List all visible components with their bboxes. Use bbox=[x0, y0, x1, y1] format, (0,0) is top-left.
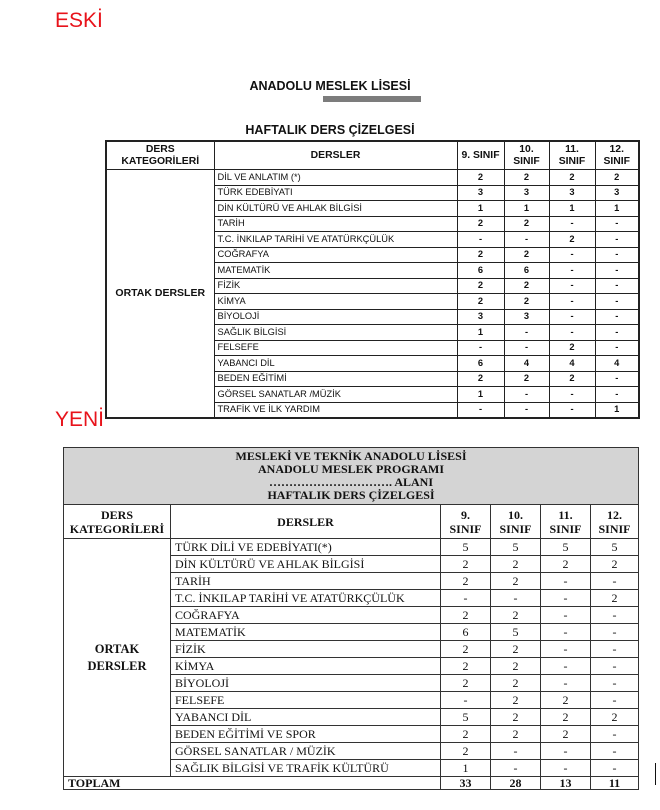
hours-cell-g11: - bbox=[541, 658, 591, 675]
hours-cell-g12: 4 bbox=[595, 356, 639, 372]
hours-cell-g9: 5 bbox=[441, 709, 491, 726]
old-header-g11: 11. SINIF bbox=[549, 141, 595, 170]
hours-cell-g9: - bbox=[457, 340, 504, 356]
hours-cell-g11: - bbox=[549, 325, 595, 341]
hours-cell-g11: - bbox=[549, 278, 595, 294]
hours-cell-g10: - bbox=[504, 402, 549, 418]
hours-cell-g9: 2 bbox=[441, 743, 491, 760]
course-cell: COĞRAFYA bbox=[171, 607, 441, 624]
hours-cell-g11: - bbox=[541, 641, 591, 658]
hours-cell-g9: - bbox=[457, 402, 504, 418]
total-cell-g9: 33 bbox=[441, 777, 491, 790]
hours-cell-g11: - bbox=[549, 402, 595, 418]
hours-cell-g12: - bbox=[591, 743, 639, 760]
hours-cell-g12: - bbox=[591, 573, 639, 590]
hours-cell-g11: - bbox=[549, 387, 595, 403]
hours-cell-g11: 2 bbox=[549, 371, 595, 387]
category-cell: ORTAK DERSLER bbox=[64, 539, 171, 777]
new-title-block bbox=[64, 448, 639, 505]
new-title-line-2: ANADOLU MESLEK PROGRAMI bbox=[258, 462, 445, 476]
hours-cell-g12: - bbox=[591, 760, 639, 777]
course-cell: T.C. İNKILAP TARİHİ VE ATATÜRKÇÜLÜK bbox=[214, 232, 457, 248]
hours-cell-g12: - bbox=[591, 624, 639, 641]
hours-cell-g10: 2 bbox=[491, 556, 541, 573]
old-header-g9: 9. SINIF bbox=[457, 141, 504, 170]
hours-cell-g12: - bbox=[591, 641, 639, 658]
hours-cell-g11: 2 bbox=[549, 232, 595, 248]
table-row bbox=[106, 170, 639, 186]
table-row bbox=[64, 539, 639, 556]
hours-cell-g12: 1 bbox=[595, 402, 639, 418]
course-cell: BEDEN EĞİTİMİ VE SPOR bbox=[171, 726, 441, 743]
hours-cell-g11: 3 bbox=[549, 185, 595, 201]
hours-cell-g11: - bbox=[541, 590, 591, 607]
old-header-row bbox=[106, 141, 639, 170]
new-label: YENİ bbox=[55, 408, 105, 431]
hours-cell-g11: 2 bbox=[541, 709, 591, 726]
hours-cell-g11: - bbox=[549, 247, 595, 263]
hours-cell-g9: 2 bbox=[457, 247, 504, 263]
hours-cell-g9: 2 bbox=[441, 658, 491, 675]
hours-cell-g9: 2 bbox=[457, 170, 504, 186]
hours-cell-g10: 2 bbox=[504, 294, 549, 310]
course-cell: MATEMATİK bbox=[171, 624, 441, 641]
total-label: TOPLAM bbox=[64, 777, 441, 790]
hours-cell-g9: 2 bbox=[441, 607, 491, 624]
new-header-g9: 9. SINIF bbox=[441, 505, 491, 539]
hours-cell-g12: - bbox=[595, 263, 639, 279]
course-cell: DİN KÜLTÜRÜ VE AHLAK BİLGİSİ bbox=[171, 556, 441, 573]
category-cell: ORTAK DERSLER bbox=[106, 170, 214, 419]
hours-cell-g9: 2 bbox=[457, 278, 504, 294]
hours-cell-g9: - bbox=[457, 232, 504, 248]
hours-cell-g10: 5 bbox=[491, 624, 541, 641]
course-cell: BEDEN EĞİTİMİ bbox=[214, 371, 457, 387]
course-cell: SAĞLIK BİLGİSİ VE TRAFİK KÜLTÜRÜ bbox=[171, 760, 441, 777]
hours-cell-g12: - bbox=[591, 675, 639, 692]
hours-cell-g9: 1 bbox=[457, 387, 504, 403]
old-header-category: DERS KATEGORİLERİ bbox=[106, 141, 214, 170]
total-row bbox=[64, 777, 639, 790]
hours-cell-g9: 2 bbox=[457, 371, 504, 387]
hours-cell-g10: 2 bbox=[504, 216, 549, 232]
hours-cell-g10: 2 bbox=[491, 692, 541, 709]
hours-cell-g9: 2 bbox=[457, 216, 504, 232]
hours-cell-g9: 6 bbox=[457, 263, 504, 279]
hours-cell-g10: - bbox=[491, 743, 541, 760]
hours-cell-g12: - bbox=[595, 371, 639, 387]
hours-cell-g10: 2 bbox=[504, 371, 549, 387]
hours-cell-g12: 2 bbox=[591, 556, 639, 573]
hours-cell-g9: - bbox=[441, 692, 491, 709]
new-header-row bbox=[64, 505, 639, 539]
hours-cell-g10: - bbox=[504, 325, 549, 341]
hours-cell-g12: - bbox=[595, 387, 639, 403]
hours-cell-g10: 5 bbox=[491, 539, 541, 556]
hours-cell-g9: 2 bbox=[441, 556, 491, 573]
hours-cell-g9: 2 bbox=[441, 675, 491, 692]
new-header-g11: 11. SINIF bbox=[541, 505, 591, 539]
hours-cell-g11: - bbox=[549, 216, 595, 232]
hours-cell-g11: - bbox=[541, 607, 591, 624]
course-cell: TÜRK DİLİ VE EDEBİYATI(*) bbox=[171, 539, 441, 556]
hours-cell-g9: 1 bbox=[457, 325, 504, 341]
course-cell: T.C. İNKILAP TARİHİ VE ATATÜRKÇÜLÜK bbox=[171, 590, 441, 607]
old-table-title: HAFTALIK DERS ÇİZELGESİ bbox=[245, 123, 415, 137]
hours-cell-g11: - bbox=[541, 743, 591, 760]
course-cell: YABANCI DİL bbox=[214, 356, 457, 372]
hours-cell-g11: - bbox=[541, 624, 591, 641]
course-cell: BİYOLOJİ bbox=[214, 309, 457, 325]
course-cell: YABANCI DİL bbox=[171, 709, 441, 726]
hours-cell-g12: 2 bbox=[591, 709, 639, 726]
hours-cell-g11: 2 bbox=[549, 340, 595, 356]
hours-cell-g12: - bbox=[591, 692, 639, 709]
hours-cell-g10: 2 bbox=[491, 573, 541, 590]
old-header-g10: 10. SINIF bbox=[504, 141, 549, 170]
hours-cell-g10: - bbox=[504, 340, 549, 356]
hours-cell-g10: 4 bbox=[504, 356, 549, 372]
hours-cell-g10: 2 bbox=[491, 641, 541, 658]
hours-cell-g10: 2 bbox=[491, 709, 541, 726]
new-title-line-1: MESLEKİ VE TEKNİK ANADOLU LİSESİ bbox=[235, 449, 467, 463]
hours-cell-g9: 2 bbox=[441, 573, 491, 590]
hours-cell-g11: - bbox=[549, 309, 595, 325]
hours-cell-g12: 2 bbox=[595, 170, 639, 186]
hours-cell-g12: 5 bbox=[591, 539, 639, 556]
hours-cell-g10: 2 bbox=[504, 170, 549, 186]
hours-cell-g9: - bbox=[441, 590, 491, 607]
hours-cell-g12: - bbox=[591, 658, 639, 675]
hours-cell-g10: 2 bbox=[491, 607, 541, 624]
hours-cell-g10: - bbox=[504, 232, 549, 248]
hours-cell-g9: 6 bbox=[441, 624, 491, 641]
course-cell: BİYOLOJİ bbox=[171, 675, 441, 692]
page-edge-line bbox=[655, 763, 656, 785]
course-cell: KİMYA bbox=[171, 658, 441, 675]
total-cell-g11: 13 bbox=[541, 777, 591, 790]
hours-cell-g10: 2 bbox=[504, 247, 549, 263]
hours-cell-g11: 5 bbox=[541, 539, 591, 556]
hours-cell-g10: 1 bbox=[504, 201, 549, 217]
course-cell: TÜRK EDEBİYATI bbox=[214, 185, 457, 201]
hours-cell-g10: - bbox=[504, 387, 549, 403]
hours-cell-g10: 6 bbox=[504, 263, 549, 279]
hours-cell-g12: - bbox=[595, 278, 639, 294]
hours-cell-g11: 2 bbox=[541, 726, 591, 743]
hours-cell-g11: 2 bbox=[549, 170, 595, 186]
old-schedule-table bbox=[105, 140, 640, 419]
old-obscured-subtitle bbox=[323, 96, 421, 102]
course-cell: MATEMATİK bbox=[214, 263, 457, 279]
hours-cell-g9: 3 bbox=[457, 309, 504, 325]
hours-cell-g9: 3 bbox=[457, 185, 504, 201]
course-cell: KİMYA bbox=[214, 294, 457, 310]
hours-cell-g10: 2 bbox=[491, 726, 541, 743]
hours-cell-g11: 2 bbox=[541, 692, 591, 709]
course-cell: FELSEFE bbox=[171, 692, 441, 709]
hours-cell-g12: 3 bbox=[595, 185, 639, 201]
old-school-title: ANADOLU MESLEK LİSESİ bbox=[249, 79, 411, 93]
hours-cell-g10: 2 bbox=[491, 658, 541, 675]
hours-cell-g11: - bbox=[541, 675, 591, 692]
hours-cell-g10: 2 bbox=[491, 675, 541, 692]
new-title-line-4: HAFTALIK DERS ÇİZELGESİ bbox=[267, 488, 435, 502]
hours-cell-g10: - bbox=[491, 590, 541, 607]
hours-cell-g9: 1 bbox=[457, 201, 504, 217]
hours-cell-g12: - bbox=[595, 325, 639, 341]
hours-cell-g12: - bbox=[595, 247, 639, 263]
hours-cell-g12: - bbox=[595, 216, 639, 232]
new-title-line-3: …………………………. ALANI bbox=[269, 475, 434, 489]
hours-cell-g12: - bbox=[591, 726, 639, 743]
old-label: ESKİ bbox=[55, 9, 103, 32]
new-header-courses: DERSLER bbox=[171, 505, 441, 539]
course-cell: FİZİK bbox=[214, 278, 457, 294]
hours-cell-g9: 1 bbox=[441, 760, 491, 777]
hours-cell-g10: 3 bbox=[504, 185, 549, 201]
hours-cell-g9: 6 bbox=[457, 356, 504, 372]
new-header-g12: 12. SINIF bbox=[591, 505, 639, 539]
old-header-g12: 12. SINIF bbox=[595, 141, 639, 170]
hours-cell-g12: - bbox=[595, 232, 639, 248]
course-cell: DİL VE ANLATIM (*) bbox=[214, 170, 457, 186]
hours-cell-g9: 2 bbox=[441, 726, 491, 743]
course-cell: TARİH bbox=[214, 216, 457, 232]
hours-cell-g12: - bbox=[591, 607, 639, 624]
course-cell: DİN KÜLTÜRÜ VE AHLAK BİLGİSİ bbox=[214, 201, 457, 217]
course-cell: COĞRAFYA bbox=[214, 247, 457, 263]
course-cell: FELSEFE bbox=[214, 340, 457, 356]
hours-cell-g10: 2 bbox=[504, 278, 549, 294]
hours-cell-g11: - bbox=[549, 263, 595, 279]
hours-cell-g11: - bbox=[541, 760, 591, 777]
course-cell: GÖRSEL SANATLAR /MÜZİK bbox=[214, 387, 457, 403]
course-cell: TARİH bbox=[171, 573, 441, 590]
total-cell-g12: 11 bbox=[591, 777, 639, 790]
hours-cell-g9: 5 bbox=[441, 539, 491, 556]
new-header-g10: 10. SINIF bbox=[491, 505, 541, 539]
hours-cell-g11: - bbox=[541, 573, 591, 590]
hours-cell-g12: - bbox=[595, 340, 639, 356]
course-cell: FİZİK bbox=[171, 641, 441, 658]
hours-cell-g9: 2 bbox=[441, 641, 491, 658]
course-cell: SAĞLIK BİLGİSİ bbox=[214, 325, 457, 341]
hours-cell-g12: - bbox=[595, 294, 639, 310]
new-header-category: DERS KATEGORİLERİ bbox=[64, 505, 171, 539]
old-header-courses: DERSLER bbox=[214, 141, 457, 170]
new-schedule-table bbox=[63, 447, 639, 790]
hours-cell-g11: - bbox=[549, 294, 595, 310]
course-cell: TRAFİK VE İLK YARDIM bbox=[214, 402, 457, 418]
hours-cell-g12: 1 bbox=[595, 201, 639, 217]
hours-cell-g12: - bbox=[595, 309, 639, 325]
hours-cell-g10: - bbox=[491, 760, 541, 777]
hours-cell-g11: 1 bbox=[549, 201, 595, 217]
total-cell-g10: 28 bbox=[491, 777, 541, 790]
hours-cell-g10: 3 bbox=[504, 309, 549, 325]
course-cell: GÖRSEL SANATLAR / MÜZİK bbox=[171, 743, 441, 760]
hours-cell-g11: 2 bbox=[541, 556, 591, 573]
hours-cell-g12: 2 bbox=[591, 590, 639, 607]
hours-cell-g9: 2 bbox=[457, 294, 504, 310]
hours-cell-g11: 4 bbox=[549, 356, 595, 372]
